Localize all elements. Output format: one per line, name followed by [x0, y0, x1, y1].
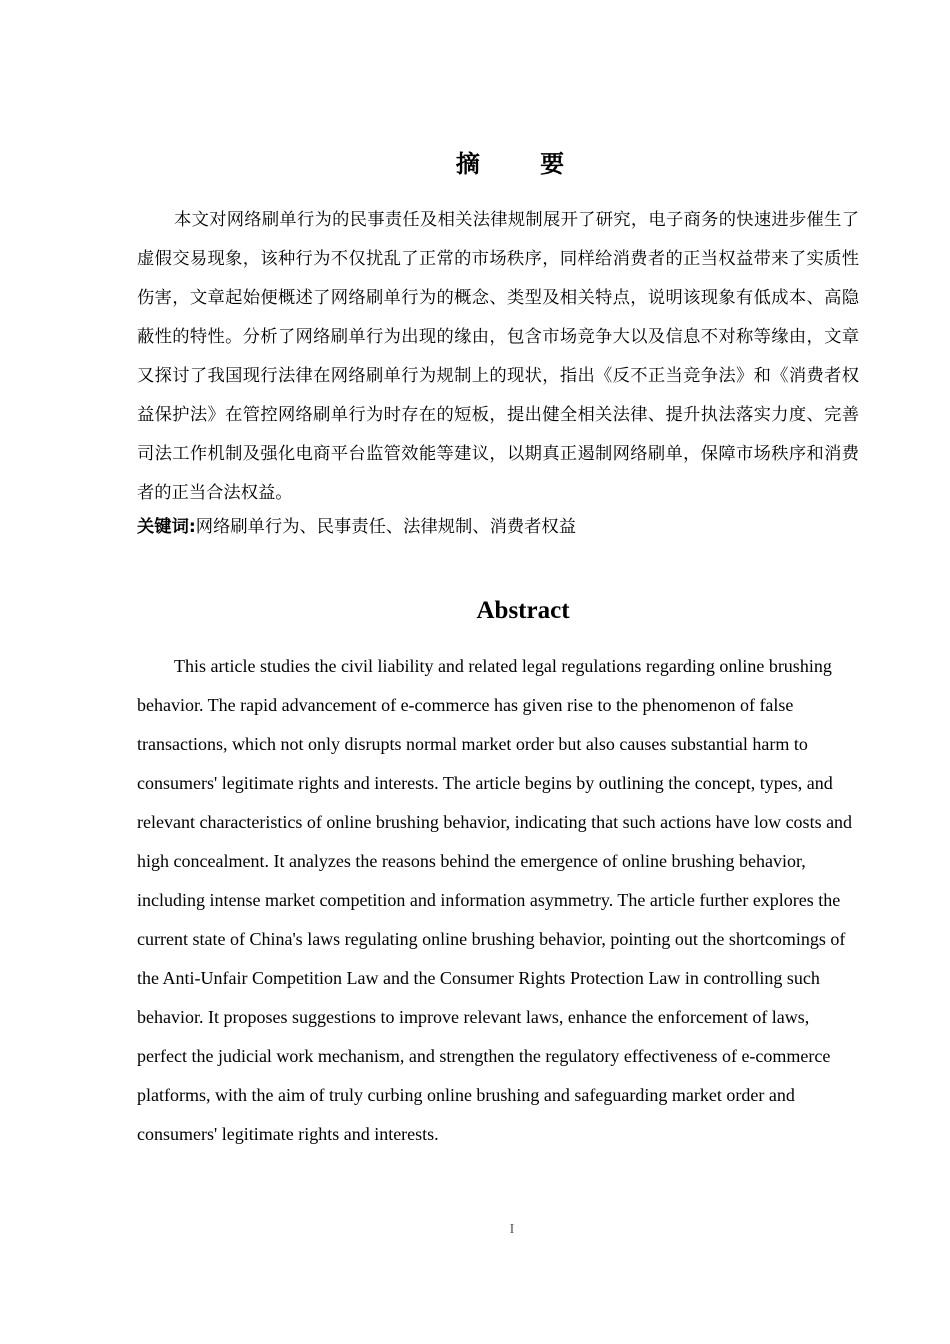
keywords-separator: :	[188, 517, 196, 537]
page-number: I	[509, 1222, 515, 1237]
keywords-label: 关键词	[137, 517, 189, 537]
keywords-list: 网络刷单行为、民事责任、法律规制、消费者权益	[195, 517, 576, 537]
english-abstract-title: Abstract	[476, 597, 570, 624]
chinese-keywords-line	[137, 511, 859, 543]
english-abstract-body: This article studies the civil liability and related legal regulations regarding online brushing behavior. The rapid advancement of e-commerce has given rise to the phenomenon of false transactions, which not only disrupts normal market order but also causes substantial harm to consumers' legitimate rights and interests. The article begins by outlining the concept, types, and relevant characteristics of online brushing behavior, indicating that such actions have low costs and high concealment. It analyzes the reasons behind the emergence of online brushing behavior, including intense market competition and information asymmetry. The article further explores the current state of China's laws regulating online brushing behavior, pointing out the shortcomings of the Anti-Unfair Competition Law and the Consumer Rights Protection Law in controlling such behavior. It proposes suggestions to improve relevant laws, enhance the enforcement of laws, perfect the judicial work mechanism, and strengthen the regulatory effectiveness of e-commerce platforms, with the aim of truly curbing online brushing and safeguarding market order and consumers' legitimate rights and interests.	[137, 656, 853, 1144]
chinese-abstract-title: 摘 要	[455, 150, 591, 178]
chinese-abstract-body: 本文对网络刷单行为的民事责任及相关法律规制展开了研究，电子商务的快速进步催生了虚假交易现象，该种行为不仅扰乱了正常的市场秩序，同样给消费者的正当权益带来了实质性伤害，文章起始便概述了网络刷单行为的概念、类型及相关特点，说明该现象有低成本、高隐蔽性的特性。分析了网络刷单行为出现的缘由，包含市场竞争大以及信息不对称等缘由，文章又探讨了我国现行法律在网络刷单行为规制上的现状，指出《反不正当竞争法》和《消费者权益保护法》在管控网络刷单行为时存在的短板，提出健全相关法律、提升执法落实力度、完善司法工作机制及强化电商平台监管效能等建议，以期真正遏制网络刷单，保障市场秩序和消费者的正当合法权益。	[137, 210, 859, 503]
